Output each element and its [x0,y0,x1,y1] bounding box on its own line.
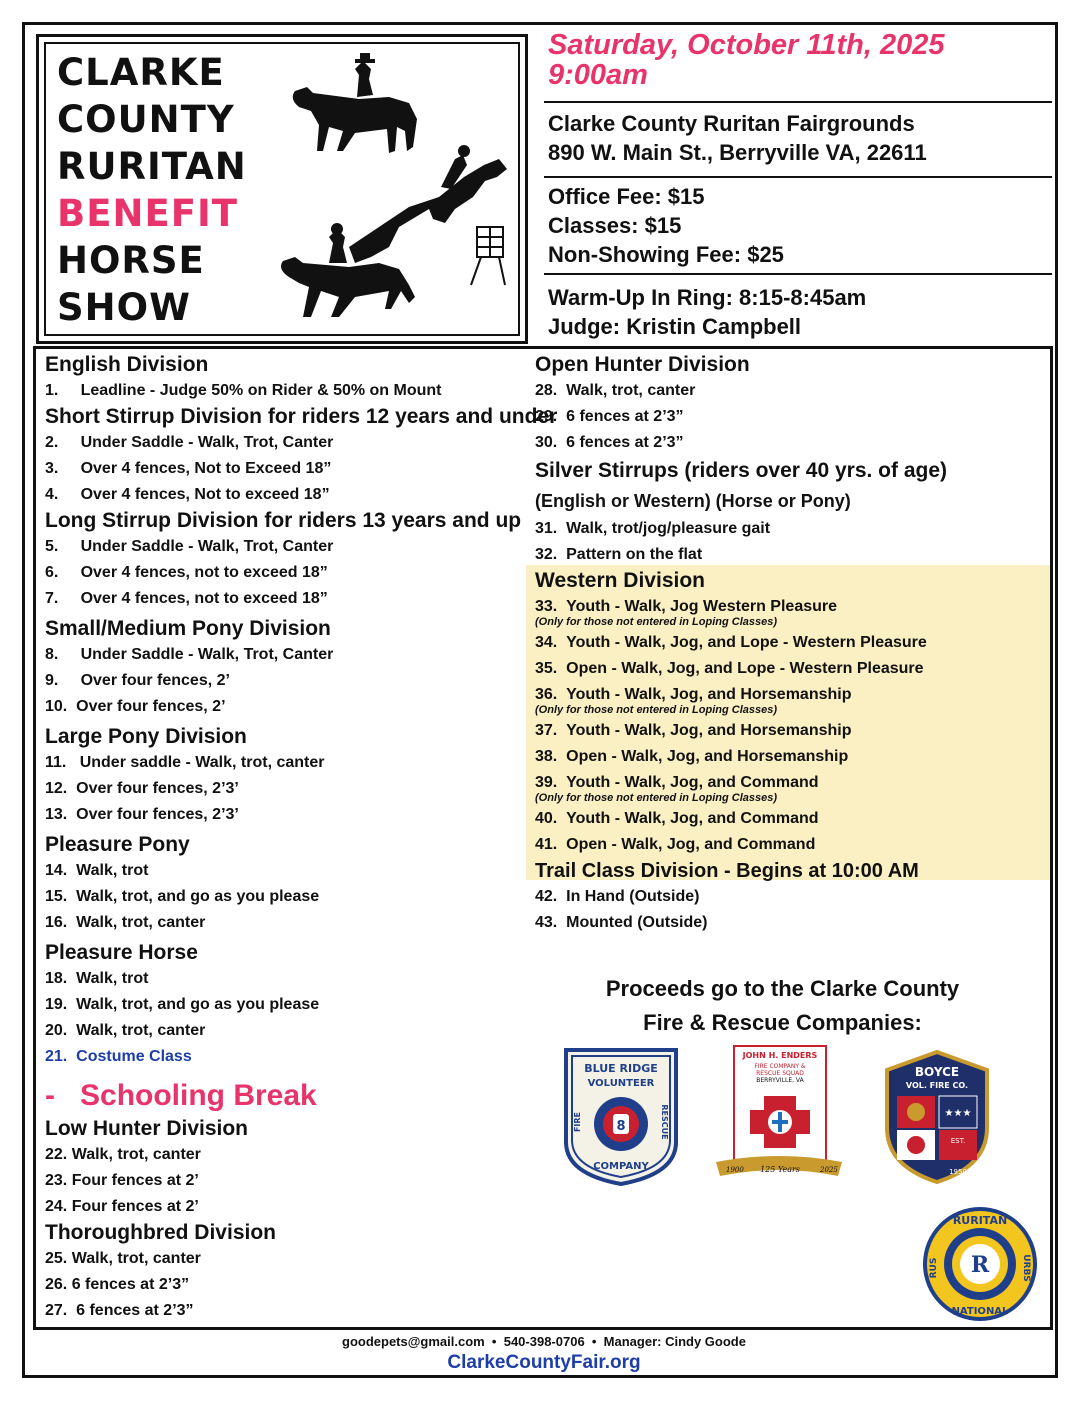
jump-fence-icon [471,227,505,285]
class-item: 37. Youth - Walk, Jog, and Horsemanship [535,722,852,739]
division-subheading: (English or Western) (Horse or Pony) [535,491,851,511]
class-item: 30. 6 fences at 2’3” [535,434,684,451]
logo-text: FIRE COMPANY & [754,1063,806,1070]
class-item: 6. Over 4 fences, not to exceed 18” [45,564,328,581]
division-heading: Open Hunter Division [535,353,750,376]
class-item: 39. Youth - Walk, Jog, and Command [535,774,819,791]
class-item: 20. Walk, trot, canter [45,1022,206,1039]
class-item: 41. Open - Walk, Jog, and Command [535,836,816,853]
class-item: 2. Under Saddle - Walk, Trot, Canter [45,434,334,451]
class-item: 22. Walk, trot, canter [45,1146,201,1163]
class-item: 18. Walk, trot [45,970,149,987]
class-item: 11. Under saddle - Walk, trot, canter [45,754,325,771]
division-heading: Short Stirrup Division for riders 12 years and under [45,405,558,428]
office-fee: Office Fee: $15 [548,184,705,209]
class-item: 13. Over four fences, 2’3’ [45,806,239,823]
class-item: 33. Youth - Walk, Jog Western Pleasure [535,598,838,615]
class-item: 32. Pattern on the flat [535,546,703,563]
boyce-vol-fire-co-logo [883,1050,991,1184]
title-line: RURITAN [57,145,247,188]
class-item: 28. Walk, trot, canter [535,382,696,399]
logo-text: BERRYVILLE, VA [756,1077,804,1084]
class-item: 9. Over four fences, 2’ [45,672,230,689]
logo-text: URBS [1021,1254,1031,1282]
class-item: 31. Walk, trot/jog/pleasure gait [535,520,771,537]
logo-text: BOYCE [914,1065,960,1079]
division-heading: Pleasure Horse [45,941,198,964]
warmup-info: Warm-Up In Ring: 8:15-8:45am [548,285,867,310]
footer-contact: goodepets@gmail.com • 540-398-0706 • Manager: Cindy Goode [342,1334,746,1349]
venue-address: 890 W. Main St., Berryville VA, 22611 [548,140,927,165]
venue-name: Clarke County Ruritan Fairgrounds [548,111,915,136]
logo-text: 1950 [949,1168,967,1176]
class-list-left-column [45,352,558,1324]
logo-text: FIRE [573,1111,582,1133]
title-line-benefit: BENEFIT [57,192,238,235]
logo-text: JOHN H. ENDERS [742,1051,818,1060]
division-heading: Western Division [535,569,705,592]
class-item: 40. Youth - Walk, Jog, and Command [535,810,819,827]
class-item: 4. Over 4 fences, Not to exceed 18” [45,486,330,503]
logo-text: 8 [616,1119,626,1134]
jumping-horse-icon [349,145,507,263]
logo-text: RESCUE [660,1104,669,1140]
western-horse-icon [293,53,417,153]
divider [544,273,1052,275]
logo-text: BLUE RIDGE [584,1062,658,1075]
division-heading: Thoroughbred Division [45,1221,276,1244]
ring-judge-block [548,283,1052,341]
class-item: 14. Walk, trot [45,862,149,879]
division-heading: English Division [45,353,209,376]
class-item: 8. Under Saddle - Walk, Trot, Canter [45,646,334,663]
class-item: 1. Leadline - Judge 50% on Rider & 50% on Mount [45,382,442,399]
class-item: 24. Four fences at 2’ [45,1198,199,1215]
fees-block [548,182,1052,269]
class-item: 29. 6 fences at 2’3” [535,408,684,425]
division-heading: Silver Stirrups (riders over 40 yrs. of age) [535,459,948,482]
john-h-enders-fire-rescue-logo [712,1044,846,1190]
event-date: Saturday, October 11th, 2025 [548,29,945,61]
logo-text: VOL. FIRE CO. [905,1081,969,1090]
fair-website-link[interactable]: ClarkeCountyFair.org [447,1352,641,1373]
class-item: 38. Open - Walk, Jog, and Horsemanship [535,748,849,765]
event-time: 9:00am [548,59,648,91]
logo-text: COMPANY [593,1161,649,1172]
title-line: CLARKE [57,51,225,94]
class-item: 7. Over 4 fences, not to exceed 18” [45,590,328,607]
division-heading: Large Pony Division [45,725,247,748]
blue-ridge-fire-company-logo [560,1046,682,1186]
division-heading: Trail Class Division - Begins at 10:00 AM [535,860,919,882]
class-item: 43. Mounted (Outside) [535,914,708,931]
class-item: 42. In Hand (Outside) [535,888,700,905]
horse-silhouettes-illustration [259,47,519,337]
class-item: 25. Walk, trot, canter [45,1250,201,1267]
class-item: 3. Over 4 fences, Not to Exceed 18” [45,460,332,477]
class-item: 15. Walk, trot, and go as you please [45,888,320,905]
class-item: 5. Under Saddle - Walk, Trot, Canter [45,538,334,555]
division-heading: Small/Medium Pony Division [45,617,331,640]
ruritan-national-logo [920,1204,1040,1324]
division-heading: Pleasure Pony [45,833,190,856]
class-item: 35. Open - Walk, Jog, and Lope - Western Pleasure [535,660,924,677]
divider [544,101,1052,103]
costume-class-item: 21. Costume Class [45,1048,192,1065]
logo-text: R [970,1252,990,1278]
class-item: 12. Over four fences, 2’3’ [45,780,239,797]
star-icon: ★★★ [944,1108,972,1119]
proceeds-note: Proceeds go to the Clarke County Fire & Rescue Companies: [605,976,960,1035]
division-heading: Low Hunter Division [45,1117,249,1140]
logo-text: RUS [929,1257,939,1279]
title-line: SHOW [57,286,191,329]
class-item: 16. Walk, trot, canter [45,914,206,931]
venue-block [548,109,1052,167]
english-horse-icon [281,223,415,317]
divider [544,176,1052,178]
class-list-right-column [535,352,1050,936]
title-line: HORSE [57,239,205,282]
class-note: (Only for those not entered in Loping Classes) [535,792,778,804]
class-note: (Only for those not entered in Loping Classes) [535,616,778,628]
class-item: 19. Walk, trot, and go as you please [45,996,320,1013]
classes-fee: Classes: $15 [548,213,682,238]
logo-text: NATIONAL [951,1306,1009,1317]
title-box [36,34,528,344]
class-item: 34. Youth - Walk, Jog, and Lope - Western Pleasure [535,634,927,651]
class-item: 10. Over four fences, 2’ [45,698,226,715]
logo-text: EST. [950,1137,966,1145]
schooling-break: - Schooling Break [45,1079,317,1112]
logo-text: VOLUNTEER [587,1078,655,1089]
title-line: COUNTY [57,98,235,141]
class-item: 27. 6 fences at 2’3” [45,1302,194,1319]
event-date-time [548,30,1052,90]
class-item: 26. 6 fences at 2’3” [45,1276,190,1293]
division-heading: Long Stirrup Division for riders 13 years and up [45,509,522,532]
logo-text: 2025 [820,1166,838,1174]
class-item: 36. Youth - Walk, Jog, and Horsemanship [535,686,852,703]
show-title [57,49,247,331]
judge-info: Judge: Kristin Campbell [548,314,802,339]
non-showing-fee: Non-Showing Fee: $25 [548,242,784,267]
class-item: 23. Four fences at 2’ [45,1172,199,1189]
class-note: (Only for those not entered in Loping Classes) [535,704,778,716]
logo-text: 1900 [726,1166,744,1174]
logo-text: 125 Years [760,1165,800,1174]
logo-text: RURITAN [952,1214,1008,1227]
logo-text: RESCUE SQUAD [756,1070,804,1077]
